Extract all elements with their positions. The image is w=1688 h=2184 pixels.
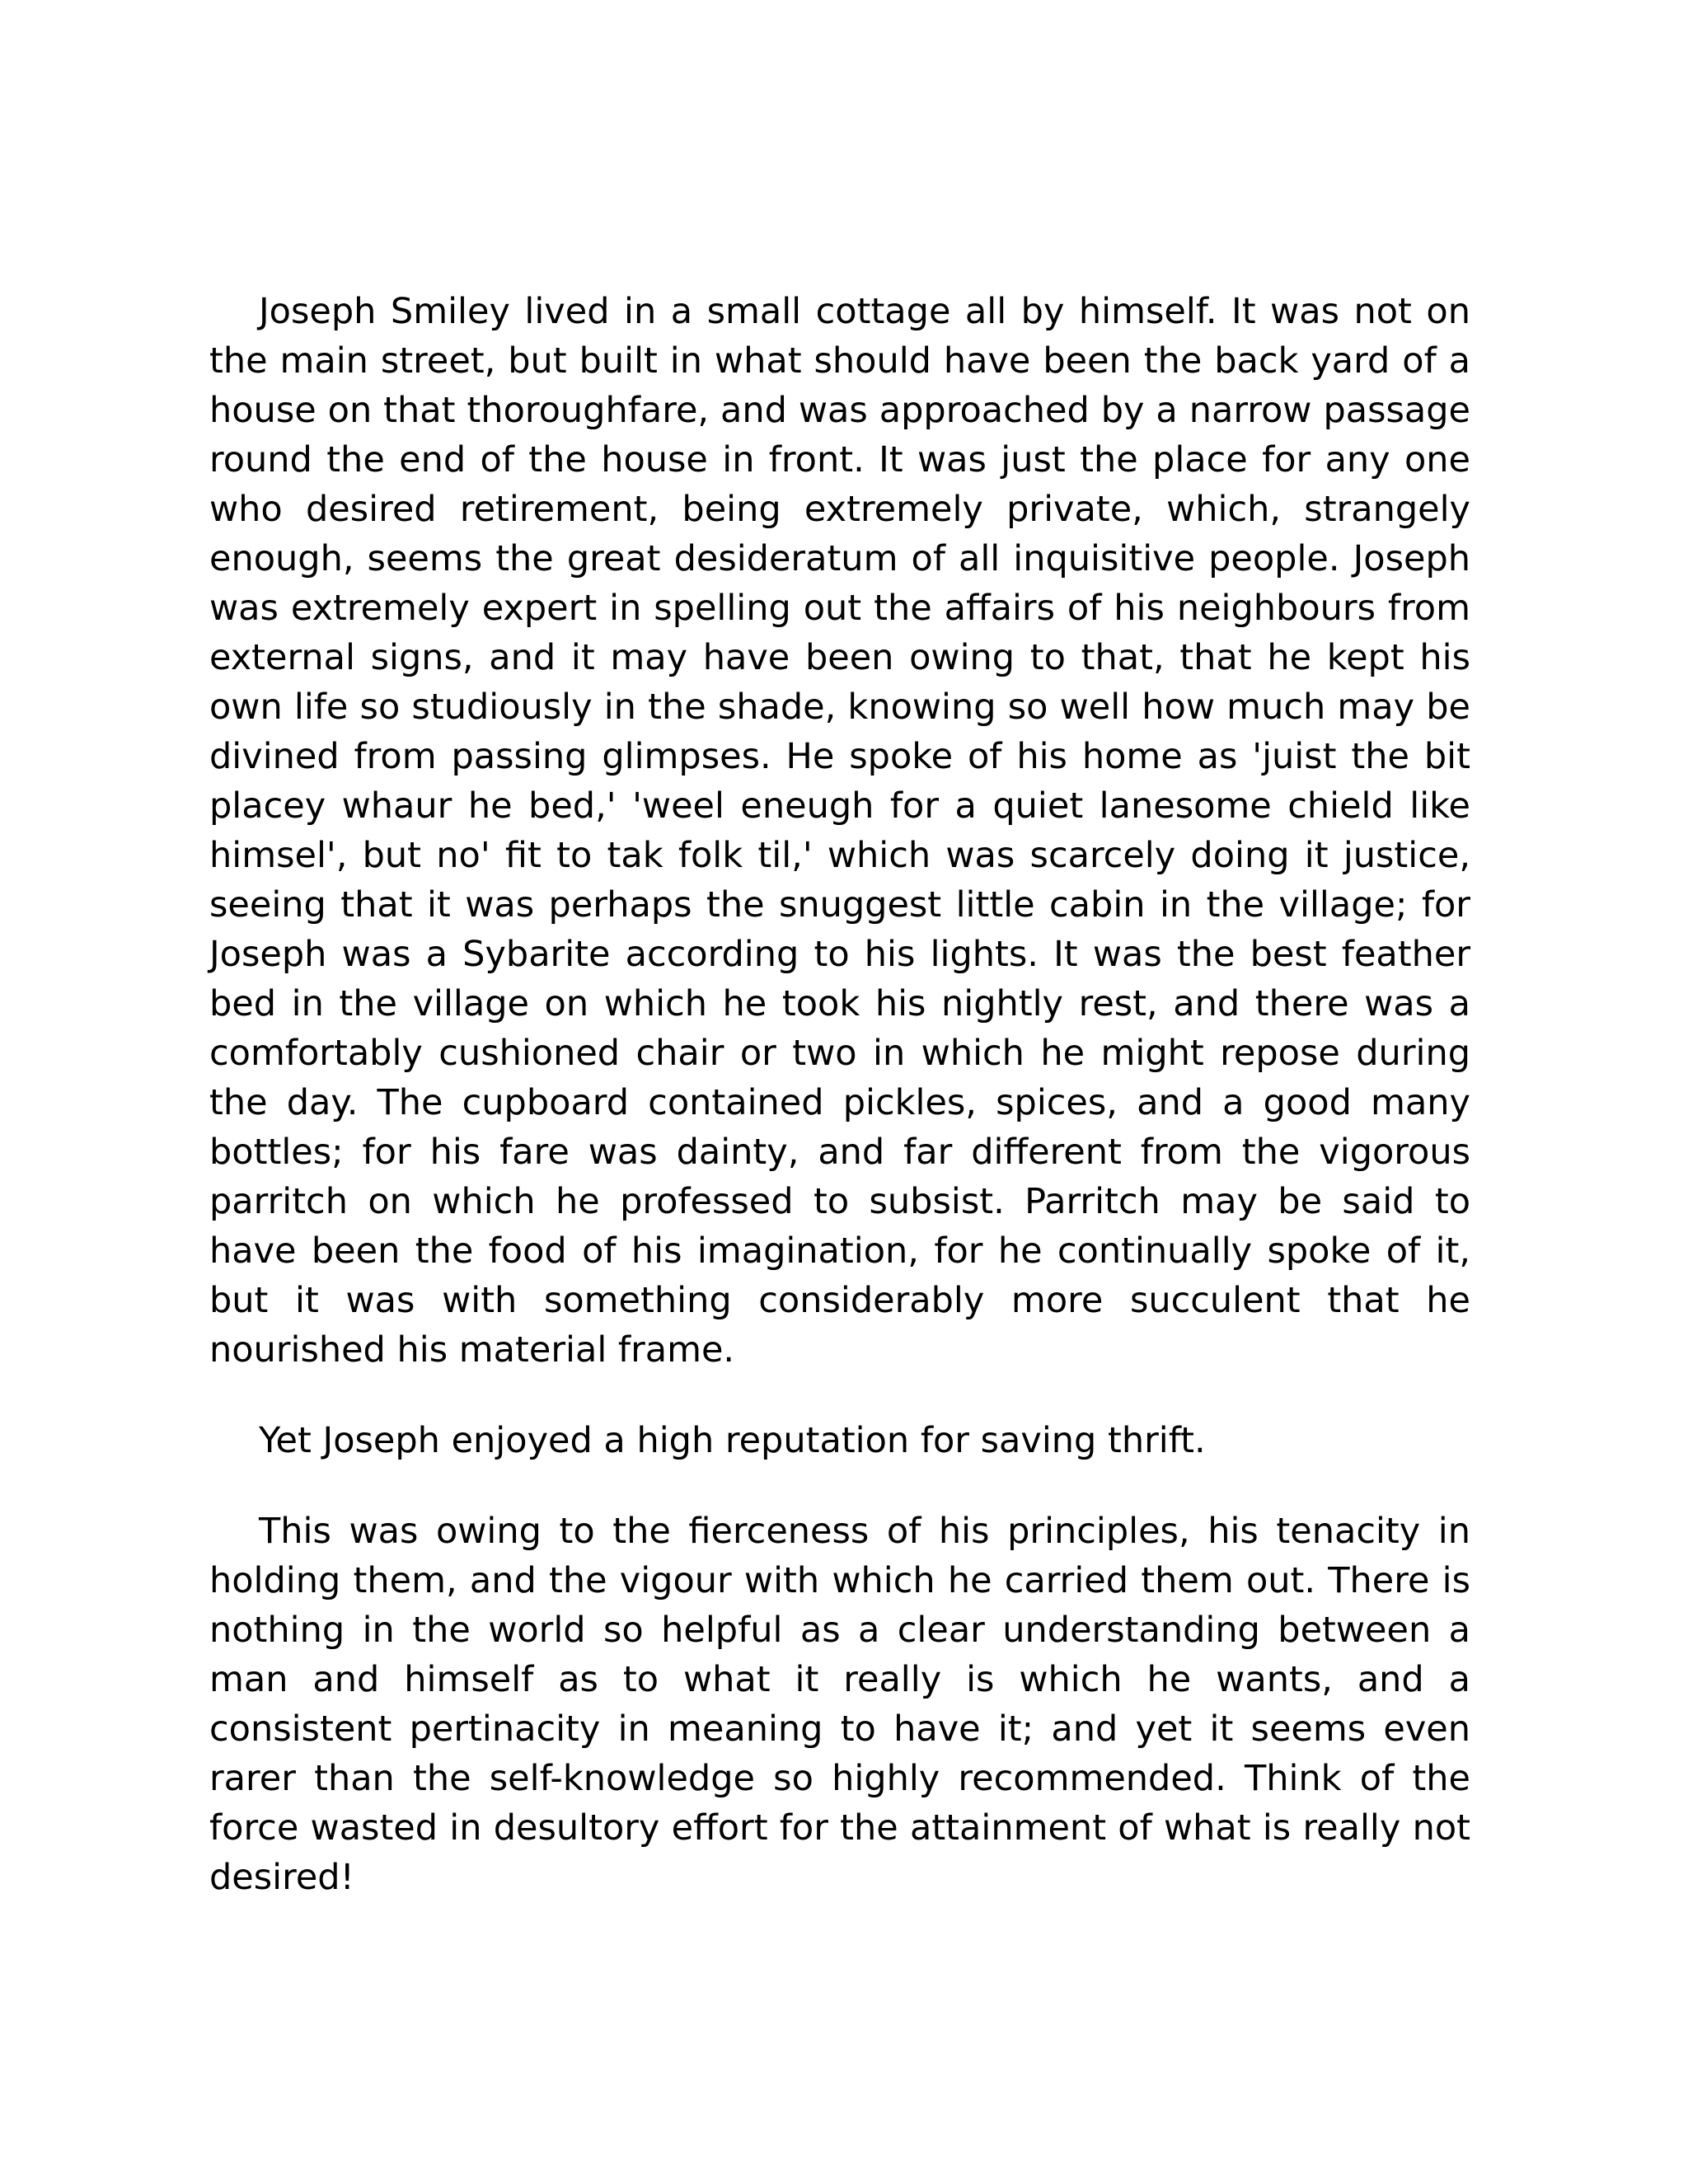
paragraph-2: Yet Joseph enjoyed a high reputation for saving thrift. bbox=[259, 1420, 1206, 1461]
body-text bbox=[209, 287, 1470, 1902]
paragraph-1: Joseph Smiley lived in a small cottage all by himself. It was not on the main street, but built in what should have been the back yard of a house on that thoroughfare, and was approached by a narrow passage round the end of the house in front. It was just the place for any one who desired retirement, being extremely private, which, strangely enough, seems the great desideratum of all inquisitive people. Joseph was extremely expert in spelling out the affairs of his neighbours from external signs, and it may have been owing to that, that he kept his own life so studiously in the shade, knowing so well how much may be divined from passing glimpses. He spoke of his home as 'juist the bit placey whaur he bed,' 'weel eneugh for a quiet lanesome chield like himsel', but no' fit to tak folk til,' which was scarcely doing it justice, seeing that it was perhaps the snuggest little cabin in the village; for Joseph was a Sybarite according to his lights. It was the best feather bed in the village on which he took his nightly rest, and there was a comfortably cushioned chair or two in which he might repose during the day. The cupboard contained pickles, spices, and a good many bottles; for his fare was dainty, and far different from the vigorous parritch on which he professed to subsist. Parritch may be said to have been the food of his imagination, for he continually spoke of it, but it was with something considerably more succulent that he nourished his material frame. bbox=[209, 291, 1470, 1371]
paragraph-3: This was owing to the fierceness of his principles, his tenacity in holding them, and the vigour with which he carried them out. There is nothing in the world so helpful as a clear understanding between a man and himself as to what it really is which he wants, and a consistent pertinacity in meaning to have it; and yet it seems even rarer than the self-knowledge so highly recommended. Think of the force wasted in desultory effort for the attainment of what is really not desired! bbox=[209, 1511, 1470, 1898]
